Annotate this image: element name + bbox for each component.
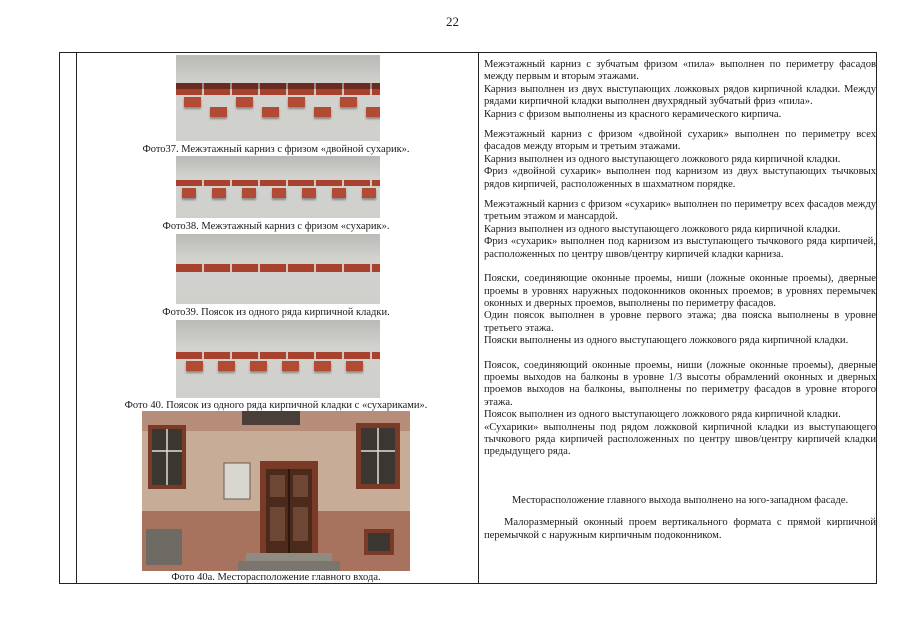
photo-37-image xyxy=(176,55,380,141)
paragraph: Карниз выполнен из одного выступающего ложкового ряда кирпичной кладки. xyxy=(484,153,841,165)
photo-39-image xyxy=(176,234,380,304)
photo-40-caption: Фото 40. Поясок из одного ряда кирпичной кладки с «сухариками». xyxy=(124,400,428,411)
paragraph: Карниз выполнен из одного выступающего ложкового ряда кирпичной кладки. xyxy=(484,223,841,235)
paragraph: Поясок, соединяющий оконные проемы, ниши (ложные оконные проемы), дверные проемы выходов на балконы в уровне 1/3 высоты обрамлений оконных и дверных проемов выходов на балконы, выполнены по периметру фасадов в уровне второго этажа. xyxy=(484,359,876,408)
paragraph: «Сухарики» выполнены под рядом ложковой кирпичной кладки из выступающего тычкового ряда кирпичей расположенных по центру швов/центру кирпичей кладки предыдущего ряда. xyxy=(484,421,876,458)
paragraph: Месторасположение главного выхода выполнено на юго-западном фасаде. xyxy=(511,494,849,506)
photo-40a-image xyxy=(142,411,410,571)
paragraph: Пояски, соединяющие оконные проемы, ниши (ложные оконные проемы), дверные проемы в уровнях наружных подоконников оконных проемов; в уровнях перемычек оконных и дверных проемов, выполнены по периметру фасадов. xyxy=(484,273,876,309)
photo-38-caption: Фото38. Межэтажный карниз с фризом «сухарик». xyxy=(162,221,390,232)
photo-37-caption: Фото37. Межэтажный карниз с фризом «двойной сухарик». xyxy=(142,144,410,155)
paragraph: Малоразмерный оконный проем вертикального формата с прямой кирпичной перемычкой с наружным кирпичным подоконником. xyxy=(484,517,876,541)
page-number: 22 xyxy=(446,14,459,29)
paragraph: Один поясок выполнен в уровне первого этажа; два пояска выполнены в уровне третьего этажа. xyxy=(484,310,876,334)
paragraph: Фриз «сухарик» выполнен под карнизом из выступающего тычкового ряда кирпичей, расположенных по центру швов/центру кирпичей кладки карниза. xyxy=(484,236,876,260)
photo-39-caption: Фото39. Поясок из одного ряда кирпичной кладки. xyxy=(162,307,390,318)
photo-40a-caption: Фото 40а. Месторасположение главного входа. xyxy=(171,572,381,583)
paragraph: Карниз выполнен из двух выступающих ложковых рядов кирпичной кладки. Между рядами кирпичной кладки выполнен двухрядный зубчатый фриз «пила». xyxy=(484,83,876,108)
paragraph: Пояски выполнены из одного выступающего ложкового ряда кирпичной кладки. xyxy=(484,335,849,347)
description-text xyxy=(484,59,876,542)
paragraph: Межэтажный карниз с фризом «сухарик» выполнен по периметру всех фасадов между третьим этажом и мансардой. xyxy=(484,199,876,223)
photo-40-image xyxy=(176,320,380,398)
paragraph: Поясок выполнен из одного выступающего ложкового ряда кирпичной кладки. xyxy=(484,409,841,421)
paragraph: Фриз «двойной сухарик» выполнен под карнизом из двух выступающих тычковых рядов кирпичей, расположенных в шахматном порядке. xyxy=(484,166,876,190)
table-divider xyxy=(478,53,479,583)
paragraph: Межэтажный карниз с зубчатым фризом «пила» выполнен по периметру фасадов между первым и вторым этажами. xyxy=(484,59,876,83)
paragraph: Межэтажный карниз с фризом «двойной сухарик» выполнен по периметру всех фасадов между вторым и третьим этажами. xyxy=(484,129,876,153)
building-facade-image xyxy=(142,411,410,571)
photo-column xyxy=(76,52,476,584)
paragraph: Карниз с фризом выполнены из красного керамического кирпича. xyxy=(484,108,782,120)
photo-38-image xyxy=(176,156,380,218)
